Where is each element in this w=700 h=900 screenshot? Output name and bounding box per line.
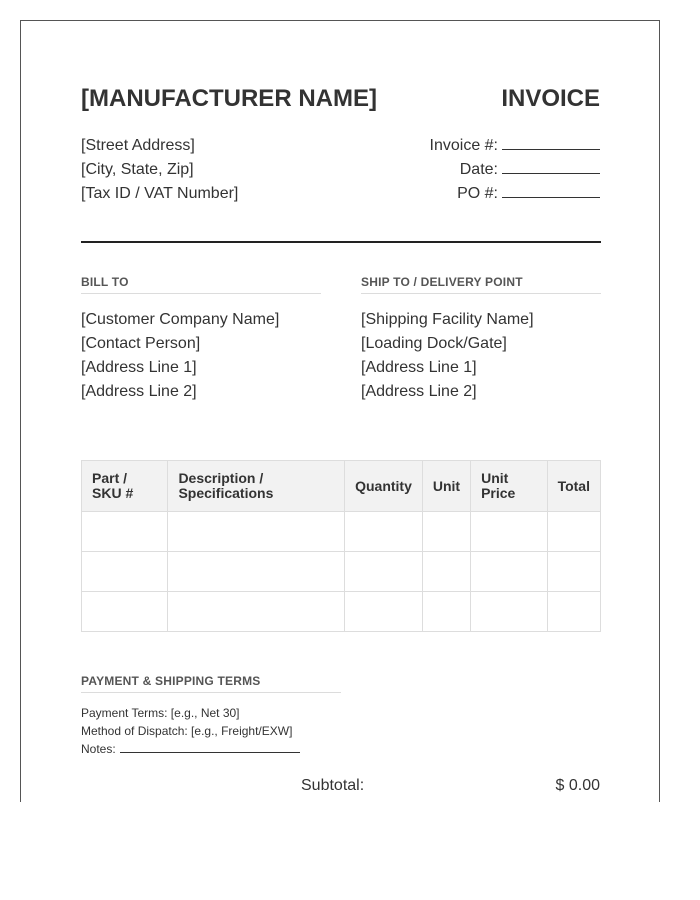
notes-blank [120, 741, 300, 753]
table-cell[interactable] [422, 552, 470, 592]
terms-details [81, 704, 300, 758]
subtotal-label: Subtotal: [301, 777, 365, 794]
table-cell[interactable] [345, 552, 423, 592]
table-cell[interactable] [471, 512, 547, 552]
table-cell[interactable] [471, 552, 547, 592]
bill-to-heading: BILL TO [81, 275, 321, 294]
date-blank [502, 159, 600, 174]
table-row [82, 592, 601, 632]
invoice-page [20, 20, 660, 802]
invoice-number-row [430, 134, 600, 158]
table-cell[interactable] [168, 512, 345, 552]
address-line: [Street Address] [81, 137, 195, 154]
table-row [82, 512, 601, 552]
notes-row [81, 740, 300, 758]
bill-to-line: [Customer Company Name] [81, 311, 280, 328]
ship-to-line: [Address Line 1] [361, 359, 477, 376]
table-cell[interactable] [422, 512, 470, 552]
column-header-unit-price: Unit Price [471, 461, 547, 512]
address-line: [Tax ID / VAT Number] [81, 185, 239, 202]
subtotal-value: $ 0.00 [555, 777, 600, 794]
dispatch-method: Method of Dispatch: [e.g., Freight/EXW] [81, 724, 293, 738]
table-cell[interactable] [82, 592, 168, 632]
table-cell[interactable] [547, 512, 600, 552]
manufacturer-address [81, 134, 238, 206]
table-cell[interactable] [547, 592, 600, 632]
column-header-part-sku: Part / SKU # [82, 461, 168, 512]
column-header-total: Total [547, 461, 600, 512]
date-label: Date: [459, 161, 498, 178]
notes-label: Notes: [81, 742, 116, 756]
column-header-quantity: Quantity [345, 461, 423, 512]
ship-to-line: [Shipping Facility Name] [361, 311, 534, 328]
table-row [82, 552, 601, 592]
document-title: INVOICE [501, 85, 600, 112]
table-cell[interactable] [82, 512, 168, 552]
table-cell[interactable] [422, 592, 470, 632]
header-divider [81, 241, 601, 243]
bill-to-line: [Address Line 1] [81, 359, 197, 376]
table-cell[interactable] [168, 552, 345, 592]
bill-to-line: [Address Line 2] [81, 383, 197, 400]
ship-to-line: [Address Line 2] [361, 383, 477, 400]
invoice-number-blank [502, 135, 600, 150]
invoice-number-label: Invoice #: [429, 137, 498, 154]
table-cell[interactable] [345, 512, 423, 552]
table-header-row [82, 461, 601, 512]
po-label: PO #: [457, 185, 498, 202]
line-items-table [81, 460, 601, 632]
table-cell[interactable] [547, 552, 600, 592]
po-blank [502, 183, 600, 198]
table-cell[interactable] [471, 592, 547, 632]
address-line: [City, State, Zip] [81, 161, 194, 178]
date-row [430, 158, 600, 182]
ship-to-heading: SHIP TO / DELIVERY POINT [361, 275, 601, 294]
po-row [430, 182, 600, 206]
payment-terms: Payment Terms: [e.g., Net 30] [81, 706, 240, 720]
column-header-description: Description / Specifications [168, 461, 345, 512]
ship-to-details [361, 308, 534, 404]
manufacturer-name: [MANUFACTURER NAME] [81, 85, 377, 112]
table-cell[interactable] [345, 592, 423, 632]
bill-to-details [81, 308, 279, 404]
ship-to-line: [Loading Dock/Gate] [361, 335, 507, 352]
table-cell[interactable] [168, 592, 345, 632]
column-header-unit: Unit [422, 461, 470, 512]
bill-to-line: [Contact Person] [81, 335, 201, 352]
terms-heading: PAYMENT & SHIPPING TERMS [81, 674, 341, 693]
invoice-meta [430, 134, 600, 206]
table-cell[interactable] [82, 552, 168, 592]
